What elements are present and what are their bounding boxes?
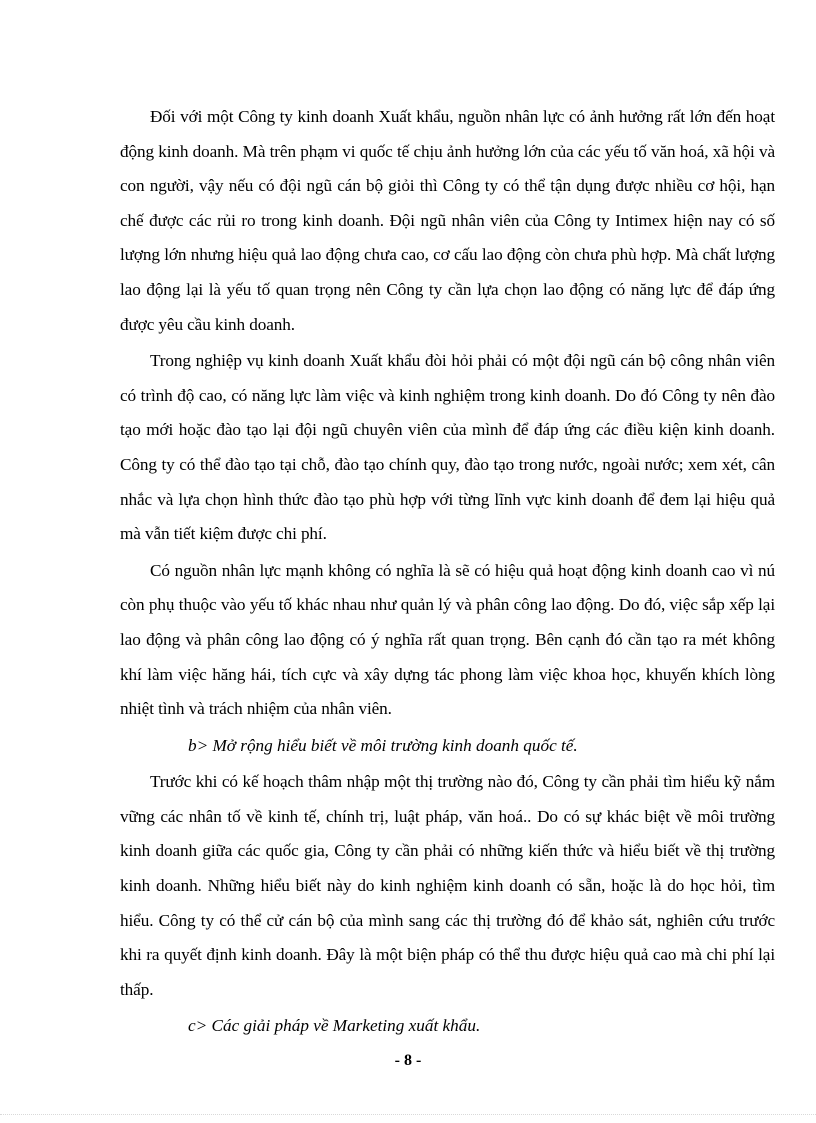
- paragraph-training: Trong nghiệp vụ kinh doanh Xuất khẩu đòi hỏi phải có một đội ngũ cán bộ công nhân viên có trình độ cao, có năng lực làm việc và kinh nghiệm trong kinh doanh. Do đó Công ty nên đào tạo mới hoặc đào tạo lại đội ngũ chuyên viên của mình để đáp ứng các điều kiện kinh doanh. Công ty có thể đào tạo tại chỗ, đào tạo chính quy, đào tạo trong nước, ngoài nước; xem xét, cân nhắc và lựa chọn hình thức đào tạo phù hợp với từng lĩnh vực kinh doanh để đem lại hiệu quả mà vẫn tiết kiệm được chi phí.: [120, 351, 775, 544]
- document-body: [120, 100, 775, 1046]
- paragraph-labor-arrangement: Có nguồn nhân lực mạnh không có nghĩa là sẽ có hiệu quả hoạt động kinh doanh cao vì nú còn phụ thuộc vào yếu tố khác nhau như quản lý và phân công lao động. Do đó, việc sắp xếp lại lao động và phân công lao động có ý nghĩa rất quan trọng. Bên cạnh đó cần tạo ra mét không khí làm việc hăng hái, tích cực và xây dựng tác phong làm việc khoa học, khuyến khích lòng nhiệt tình và trách nhiệm của nhân viên.: [120, 560, 775, 719]
- subheading-international-environment: b> Mở rộng hiểu biết về môi trường kinh doanh quốc tế.: [188, 735, 578, 755]
- page-number: - 8 -: [394, 1052, 422, 1069]
- paragraph-human-resources: Đối với một Công ty kinh doanh Xuất khẩu, nguồn nhân lực có ảnh hưởng rất lớn đến hoạt động kinh doanh. Mà trên phạm vi quốc tế chịu ảnh hưởng lớn của các yếu tố văn hoá, xã hội và con người, vậy nếu có đội ngũ cán bộ giỏi thì Công ty có thể tận dụng được nhiều cơ hội, hạn chế được các rủi ro trong kinh doanh. Đội ngũ nhân viên của Công ty Intimex hiện nay có số lượng lớn nhưng hiệu quả lao động chưa cao, cơ cấu lao động còn chưa phù hợp. Mà chất lượng lao động lại là yếu tố quan trọng nên Công ty cần lựa chọn lao động có năng lực để đáp ứng được yêu cầu kinh doanh.: [120, 107, 775, 334]
- subheading-export-marketing: c> Các giải pháp về Marketing xuất khẩu.: [188, 1016, 481, 1036]
- paragraph-market-knowledge: Trước khi có kế hoạch thâm nhập một thị trường nào đó, Công ty cần phải tìm hiểu kỹ nắm vững các nhân tố về kinh tế, chính trị, luật pháp, văn hoá.. Do có sự khác biệt về môi trường kinh doanh giữa các quốc gia, Công ty cần phải có những kiến thức và hiểu biết về thị trường kinh doanh. Những hiểu biết này do kinh nghiệm kinh doanh có sẵn, hoặc là do học hỏi, tìm hiểu. Công ty có thể cử cán bộ của mình sang các thị trường đó để khảo sát, nghiên cứu trước khi ra quyết định kinh doanh. Đây là một biện pháp có thể thu được hiệu quả cao mà chi phí lại thấp.: [120, 772, 775, 999]
- page-bottom-divider: [0, 1114, 816, 1115]
